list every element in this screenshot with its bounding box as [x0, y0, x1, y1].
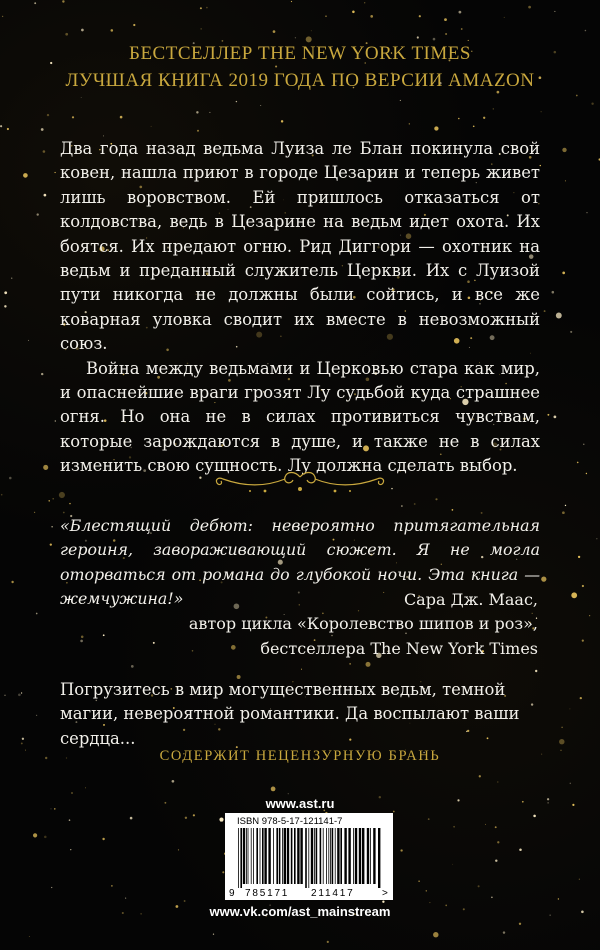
barcode-bar	[348, 828, 350, 884]
sparkle	[519, 848, 522, 851]
review-quote: «Блестящий дебют: невероятно притягательная героиня, завораживающий сюжет. Я не могла оторваться от романа до глубокой ночи. Эта книга — жемчужина!»	[60, 516, 540, 609]
barcode-bar	[300, 828, 302, 884]
sparkle	[452, 864, 453, 865]
sparkle	[327, 941, 329, 943]
sparkle	[29, 936, 30, 937]
quote-author: Сара Дж. Маас,	[403, 590, 538, 609]
sparkle	[2, 16, 3, 17]
sparkle	[433, 38, 436, 41]
bestseller-headline: БЕСТСЕЛЛЕР THE NEW YORK TIMES	[129, 43, 471, 64]
sparkle	[586, 473, 587, 474]
sparkle	[70, 849, 71, 850]
sparkle	[414, 503, 416, 505]
sparkle	[519, 923, 521, 925]
barcode-bar	[355, 828, 357, 884]
sparkle	[37, 213, 39, 215]
publisher-social-link[interactable]: www.vk.com/ast_mainstream	[209, 904, 391, 919]
sparkle	[209, 112, 210, 113]
sparkle	[102, 838, 104, 840]
sparkle	[213, 934, 214, 935]
sparkle	[541, 576, 546, 581]
barcode-bar	[256, 828, 258, 884]
sparkle	[21, 742, 23, 744]
barcode-bar	[323, 828, 324, 884]
sparkle	[409, 123, 410, 124]
sparkle	[366, 662, 371, 667]
sparkle	[51, 526, 52, 527]
isbn-label: ISBN 978-5-17-121141-7	[237, 816, 343, 827]
barcode-bar	[246, 828, 247, 884]
sparkle	[569, 708, 570, 709]
sparkle	[133, 24, 135, 26]
barcode-bar	[276, 828, 278, 884]
sparkle	[479, 775, 481, 777]
sparkle	[219, 818, 223, 822]
isbn-barcode	[225, 813, 393, 900]
sparkle	[65, 33, 68, 36]
sparkle	[364, 2, 365, 3]
sparkle	[583, 444, 584, 445]
sparkle	[578, 556, 580, 558]
sparkle	[558, 898, 559, 899]
sparkle	[125, 898, 126, 899]
sparkle	[85, 787, 86, 788]
synopsis-paragraph-2: Война между ведьмами и Церковью стара как мир, и опаснейшие враги грозят Лу судьбой куда страшнее огня. Но она не в силах противиться чувствам, которые зарождаются в душе, и также не в силах изменить свою сущность. Лу должна сделать выбор.	[60, 358, 540, 476]
barcode-digit-first: 9	[229, 888, 235, 899]
barcode-bar	[335, 828, 336, 884]
sparkle	[429, 902, 430, 903]
barcode-bar	[344, 828, 346, 884]
sparkle	[401, 505, 403, 507]
barcode-bars	[238, 828, 380, 888]
sparkle	[48, 500, 49, 501]
barcode-bar	[238, 828, 239, 888]
sparkle	[458, 118, 460, 120]
sparkle	[577, 462, 579, 464]
sparkle	[547, 414, 549, 416]
sparkle	[535, 670, 537, 672]
sparkle	[47, 114, 49, 116]
sparkle	[444, 18, 447, 21]
sparkle	[21, 692, 22, 693]
barcode-bar	[320, 828, 322, 884]
sparkle	[541, 111, 542, 112]
sparkle	[11, 581, 13, 583]
sparkle	[54, 172, 55, 173]
barcode-bar	[370, 828, 371, 884]
quote-author-bestseller: бестселлера The New York Times	[260, 638, 538, 658]
sparkle	[582, 640, 584, 642]
sparkle	[495, 826, 497, 828]
sparkle	[435, 498, 437, 500]
sparkle	[325, 15, 327, 17]
synopsis	[60, 137, 540, 479]
barcode-bar	[316, 828, 318, 884]
best-book-headline: ЛУЧШАЯ КНИГА 2019 ГОДА ПО ВЕРСИИ AMAZON	[65, 70, 535, 91]
sparkle	[571, 592, 577, 598]
sparkle	[185, 817, 187, 819]
sparkle	[400, 849, 402, 851]
barcode-bar	[248, 828, 249, 884]
sparkle	[382, 901, 384, 903]
sparkle	[493, 108, 494, 109]
barcode-bar	[253, 828, 254, 884]
sparkle	[591, 103, 593, 105]
sparkle	[130, 817, 133, 820]
sparkle	[554, 416, 557, 419]
sparkle	[120, 116, 123, 119]
sparkle	[468, 40, 469, 41]
barcode-bar	[268, 828, 270, 884]
promo-text: Погрузитесь в мир могущественных ведьм, темной магии, невероятной романтики. Да воспылают ваши сердца...	[60, 680, 520, 748]
sparkle	[295, 37, 296, 38]
sparkle	[7, 128, 9, 130]
sparkle	[528, 6, 531, 9]
quote-attribution	[60, 588, 538, 661]
sparkle	[11, 278, 12, 279]
sparkle	[281, 120, 283, 122]
sparkle	[201, 28, 202, 29]
sparkle	[556, 313, 562, 319]
sparkle	[34, 512, 35, 513]
sparkle	[562, 272, 565, 275]
barcode-bar	[305, 828, 307, 888]
sparkle	[59, 492, 65, 498]
sparkle	[504, 17, 505, 18]
sparkle	[570, 783, 571, 784]
sparkle	[9, 477, 12, 480]
sparkle	[273, 30, 276, 33]
sparkle	[111, 29, 114, 32]
sparkle	[4, 291, 7, 294]
barcode-bar	[287, 828, 289, 884]
barcode-bar	[330, 828, 331, 884]
sparkle	[50, 543, 52, 545]
sparkle	[55, 420, 56, 421]
barcode-bar	[314, 828, 315, 884]
sparkle	[544, 310, 546, 312]
sparkle	[459, 11, 462, 14]
barcode-bar	[273, 828, 274, 884]
sparkle	[586, 212, 587, 213]
barcode-bar	[243, 828, 245, 884]
barcode-bar	[264, 828, 266, 884]
barcode-bar	[284, 828, 286, 884]
sparkle	[69, 819, 71, 821]
barcode-bar	[340, 828, 342, 884]
sparkle	[585, 30, 587, 32]
sparkle	[44, 194, 47, 197]
sparkle	[34, 2, 36, 4]
sparkle	[52, 498, 54, 500]
sparkle	[433, 932, 438, 937]
sparkle	[562, 148, 566, 152]
sparkle	[196, 111, 198, 113]
sparkle	[589, 615, 590, 616]
sparkle	[419, 15, 421, 17]
sparkle	[352, 11, 355, 14]
sparkle	[36, 613, 38, 615]
sparkle	[184, 900, 186, 902]
sparkle	[301, 669, 302, 670]
sparkle	[200, 7, 202, 9]
barcode-bar	[291, 828, 293, 884]
sparkle	[4, 695, 5, 696]
sparkle	[197, 130, 199, 132]
sparkle	[81, 97, 82, 98]
barcode-digits-left: 785171	[245, 888, 290, 899]
sparkle	[222, 871, 224, 873]
sparkle	[461, 28, 463, 30]
sparkle	[275, 65, 277, 67]
barcode-bar	[308, 828, 309, 888]
sparkle	[222, 40, 224, 42]
barcode-bar	[367, 828, 369, 884]
sparkle	[43, 150, 46, 153]
sparkle	[44, 836, 47, 839]
sparkle	[582, 585, 584, 587]
sparkle	[503, 931, 505, 933]
sparkle	[554, 11, 555, 12]
sparkle	[483, 117, 485, 119]
sparkle	[81, 29, 84, 32]
sparkle	[0, 125, 2, 127]
sparkle	[434, 126, 438, 130]
sparkle	[418, 880, 419, 881]
sparkle	[131, 665, 134, 668]
barcode-bar	[328, 828, 329, 884]
sparkle	[426, 890, 427, 891]
sparkle	[562, 511, 565, 514]
sparkle	[151, 126, 152, 127]
sparkle	[178, 849, 179, 850]
sparkle	[111, 885, 113, 887]
sparkle	[497, 781, 498, 782]
sparkle	[533, 815, 536, 818]
sparkle	[596, 538, 597, 539]
barcode-bar	[251, 828, 252, 884]
sparkle	[288, 793, 289, 794]
barcode-bar	[294, 828, 296, 884]
sparkle	[453, 826, 455, 828]
barcode-bar	[332, 828, 334, 884]
publisher-website[interactable]: www.ast.ru	[265, 796, 335, 811]
sparkle	[41, 128, 44, 131]
sparkle	[206, 7, 208, 9]
sparkle	[565, 505, 566, 506]
barcode-panel	[225, 813, 393, 900]
sparkle	[271, 787, 276, 792]
sparkle	[559, 739, 564, 744]
sparkle	[570, 331, 572, 333]
barcode-bar	[282, 828, 283, 884]
ornament-divider-icon	[205, 467, 395, 497]
barcode-bar	[279, 828, 281, 884]
sparkle	[236, 101, 237, 102]
sparkle	[22, 738, 24, 740]
barcode-digits-right: 211417	[311, 888, 355, 899]
sparkle	[172, 780, 175, 783]
sparkle	[452, 509, 454, 511]
sparkle	[495, 859, 497, 861]
sparkle	[193, 814, 195, 816]
sparkle	[417, 36, 419, 38]
sparkle	[4, 305, 6, 307]
sparkle	[1, 494, 3, 496]
sparkle	[565, 180, 566, 181]
barcode-arrow: >	[382, 888, 388, 899]
barcode-bar	[262, 828, 264, 884]
barcode-bar	[353, 828, 354, 884]
quote-author-series: автор цикла «Королевство шипов и роз»,	[188, 614, 538, 634]
barcode-bar	[260, 828, 261, 884]
sparkle	[473, 125, 475, 127]
sparkle	[18, 693, 21, 696]
synopsis-paragraph-1: Два года назад ведьма Луиза ле Блан покинула свой ковен, нашла приют в городе Цезарин и теперь живет лишь воровством. Ей пришлось отказаться от колдовства, ведь в Цезарине на ведьм идет охота. Их боятся. Их предают огню. Рид Диггори — охотник на ведьм и преданный служитель Церкви. Их с Луизой пути никогда не должны были сойтись, и все же коварная уловка сводит их вместе в невозможный союз.	[60, 139, 540, 354]
sparkle	[370, 15, 373, 18]
sparkle	[260, 105, 261, 106]
sparkle	[552, 291, 555, 294]
sparkle	[51, 887, 52, 888]
sparkle	[349, 663, 350, 664]
sparkle	[28, 340, 29, 341]
sparkle	[485, 824, 486, 825]
sparkle	[561, 727, 562, 728]
sparkle	[576, 95, 578, 97]
barcode-bar	[326, 828, 327, 884]
sparkle	[291, 1, 292, 2]
sparkle	[306, 36, 312, 42]
sparkle	[478, 885, 480, 887]
sparkle	[43, 465, 48, 470]
sparkle	[445, 33, 447, 35]
barcode-bar	[311, 828, 313, 884]
sparkle	[69, 503, 70, 504]
barcode-bar	[362, 828, 364, 884]
content-warning: СОДЕРЖИТ НЕЦЕНЗУРНУЮ БРАНЬ	[159, 748, 441, 764]
sparkle	[62, 0, 64, 2]
barcode-bar	[373, 828, 375, 884]
sparkle	[497, 841, 499, 843]
sparkle	[71, 792, 72, 793]
barcode-bar	[378, 828, 380, 888]
barcode-bar	[297, 828, 299, 884]
barcode-bar	[240, 828, 242, 888]
sparkle	[428, 818, 430, 820]
sparkle	[400, 100, 401, 101]
barcode-bar	[337, 828, 339, 884]
sparkle	[491, 896, 493, 898]
sparkle	[33, 833, 37, 837]
sparkle	[579, 879, 580, 880]
sparkle	[23, 173, 28, 178]
barcode-bar	[359, 828, 361, 884]
sparkle	[580, 697, 582, 699]
sparkle	[311, 30, 312, 31]
sparkle	[41, 373, 43, 375]
sparkle	[36, 715, 37, 716]
sparkle	[72, 116, 74, 118]
